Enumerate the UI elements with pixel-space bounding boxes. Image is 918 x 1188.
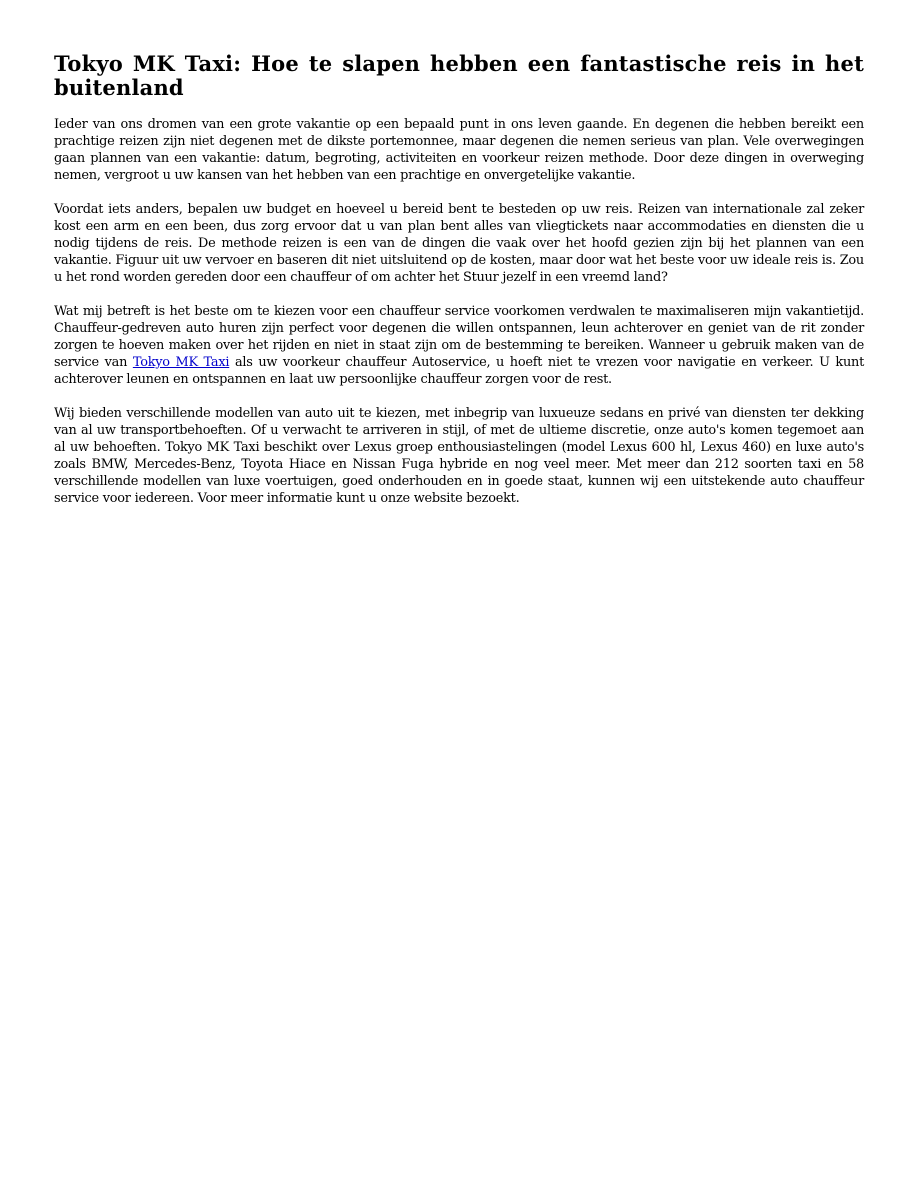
paragraph-chauffeur [54,303,864,388]
tokyo-mk-taxi-link[interactable]: Tokyo MK Taxi [132,355,230,370]
document-page [54,52,864,524]
article-title: Tokyo MK Taxi: Hoe te slapen hebben een fantastische reis in het buitenland [54,51,864,100]
paragraph-chauffeur-text-before: Wat mij betreft is het beste om te kiezen voor een chauffeur service voorkomen verdwalen te maximaliseren mijn vakantietijd. Chauffeur-gedreven auto huren zijn perfect voor degenen die willen ontspannen, leun achterover en geniet van de rit zonder zorgen te hoeven maken over het rijden en niet in staat zijn om de bestemming te bereiken. Wanneer u gebruik maken van de service van [54,304,864,370]
paragraph-intro: Ieder van ons dromen van een grote vakantie op een bepaald punt in ons leven gaande. En degenen die hebben bereikt een prachtige reizen zijn niet degenen met de dikste portemonnee, maar degenen die nemen serieus van plan. Vele overwegingen gaan plannen van een vakantie: datum, begroting, activiteiten en voorkeur reizen methode. Door deze dingen in overweging nemen, vergroot u uw kansen van het hebben van een prachtige en onvergetelijke vakantie. [54,117,864,183]
paragraph-models: Wij bieden verschillende modellen van auto uit te kiezen, met inbegrip van luxueuze sedans en privé van diensten ter dekking van al uw transportbehoeften. Of u verwacht te arriveren in stijl, of met de ultieme discretie, onze auto's komen tegemoet aan al uw behoeften. Tokyo MK Taxi beschikt over Lexus groep enthousiastelingen (model Lexus 600 hl, Lexus 460) en luxe auto's zoals BMW, Mercedes-Benz, Toyota Hiace en Nissan Fuga hybride en nog veel meer. Met meer dan 212 soorten taxi en 58 verschillende modellen van luxe voertuigen, goed onderhouden en in goede staat, kunnen wij een uitstekende auto chauffeur service voor iedereen. Voor meer informatie kunt u onze website bezoekt. [54,406,864,506]
paragraph-budget: Voordat iets anders, bepalen uw budget en hoeveel u bereid bent te besteden op uw reis. Reizen van internationale zal zeker kost een arm en een been, dus zorg ervoor dat u van plan bent alles van vliegtickets naar accommodaties en diensten die u nodig tijdens de reis. De methode reizen is een van de dingen die vaak over het hoofd gezien zijn bij het plannen van een vakantie. Figuur uit uw vervoer en baseren dit niet uitsluitend op de kosten, maar door wat het beste voor uw ideale reis is. Zou u het rond worden gereden door een chauffeur of om achter het Stuur jezelf in een vreemd land? [54,202,864,285]
paragraph-chauffeur-text-after: als uw voorkeur chauffeur Autoservice, u hoeft niet te vrezen voor navigatie en verkeer. U kunt achterover leunen en ontspannen en laat uw persoonlijke chauffeur zorgen voor de rest. [54,355,864,387]
